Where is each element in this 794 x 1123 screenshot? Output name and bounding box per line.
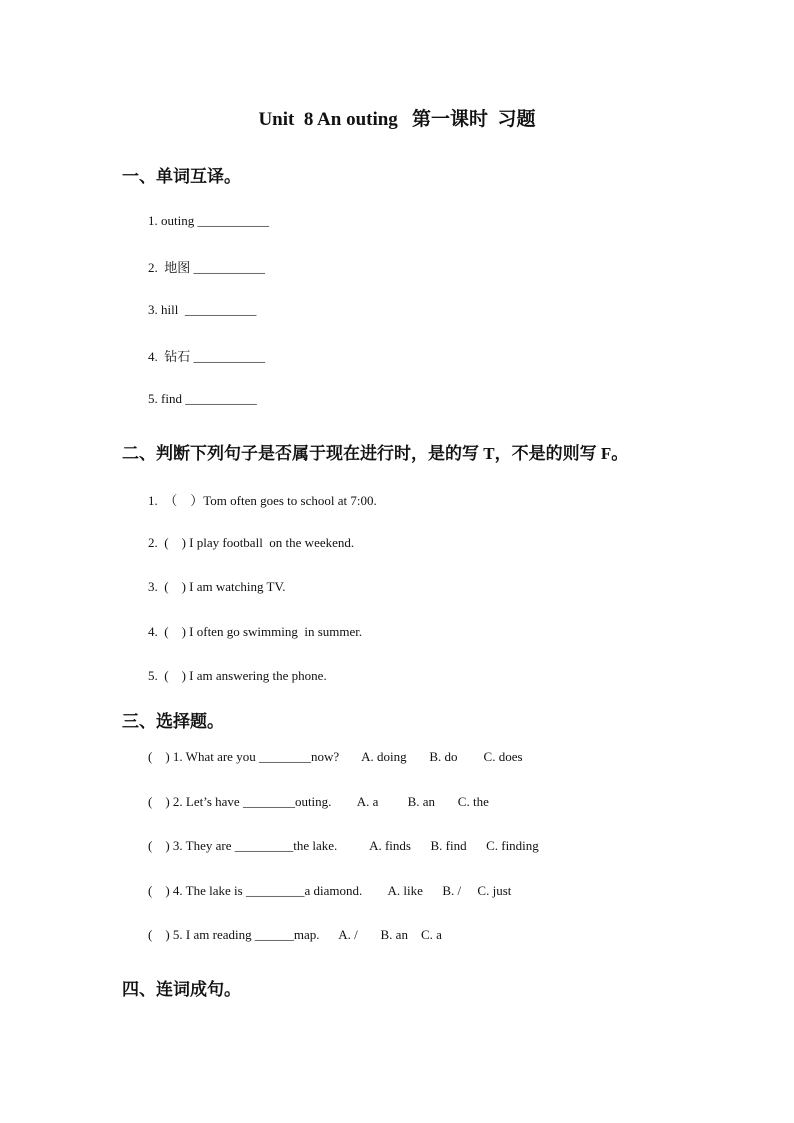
section-heading-2: 二、判断下列句子是否属于现在进行时，是的写 T，不是的则写 F。 — [122, 444, 629, 463]
vocab-item-4: 4. 钻石 ___________ — [148, 349, 266, 364]
judge-item-1: 1. （ ）Tom often goes to school at 7:00. — [148, 493, 377, 508]
choice-item-5: ( ) 5. I am reading ______map. A. / B. an C. a — [148, 927, 442, 942]
page-title: Unit 8 An outing 第一课时 习题 — [258, 109, 536, 130]
section-heading-4: 四、连词成句。 — [122, 980, 241, 999]
section-heading-1: 一、单词互译。 — [122, 167, 241, 186]
vocab-item-5: 5. find ___________ — [148, 391, 257, 406]
choice-item-3: ( ) 3. They are _________the lake. A. finds B. find C. finding — [148, 838, 539, 853]
judge-item-4: 4. ( ) I often go swimming in summer. — [148, 624, 363, 639]
choice-item-1: ( ) 1. What are you ________now? A. doing B. do C. does — [148, 749, 523, 764]
section-heading-3: 三、选择题。 — [122, 712, 224, 731]
judge-item-3: 3. ( ) I am watching TV. — [148, 579, 286, 594]
vocab-item-1: 1. outing ___________ — [148, 213, 269, 228]
choice-item-4: ( ) 4. The lake is _________a diamond. A. like B. / C. just — [148, 883, 512, 898]
choice-item-2: ( ) 2. Let’s have ________outing. A. a B. an C. the — [148, 794, 489, 809]
vocab-item-2: 2. 地图 ___________ — [148, 260, 266, 275]
vocab-item-3: 3. hill ___________ — [148, 302, 257, 317]
judge-item-2: 2. ( ) I play football on the weekend. — [148, 535, 355, 550]
judge-item-5: 5. ( ) I am answering the phone. — [148, 668, 327, 683]
